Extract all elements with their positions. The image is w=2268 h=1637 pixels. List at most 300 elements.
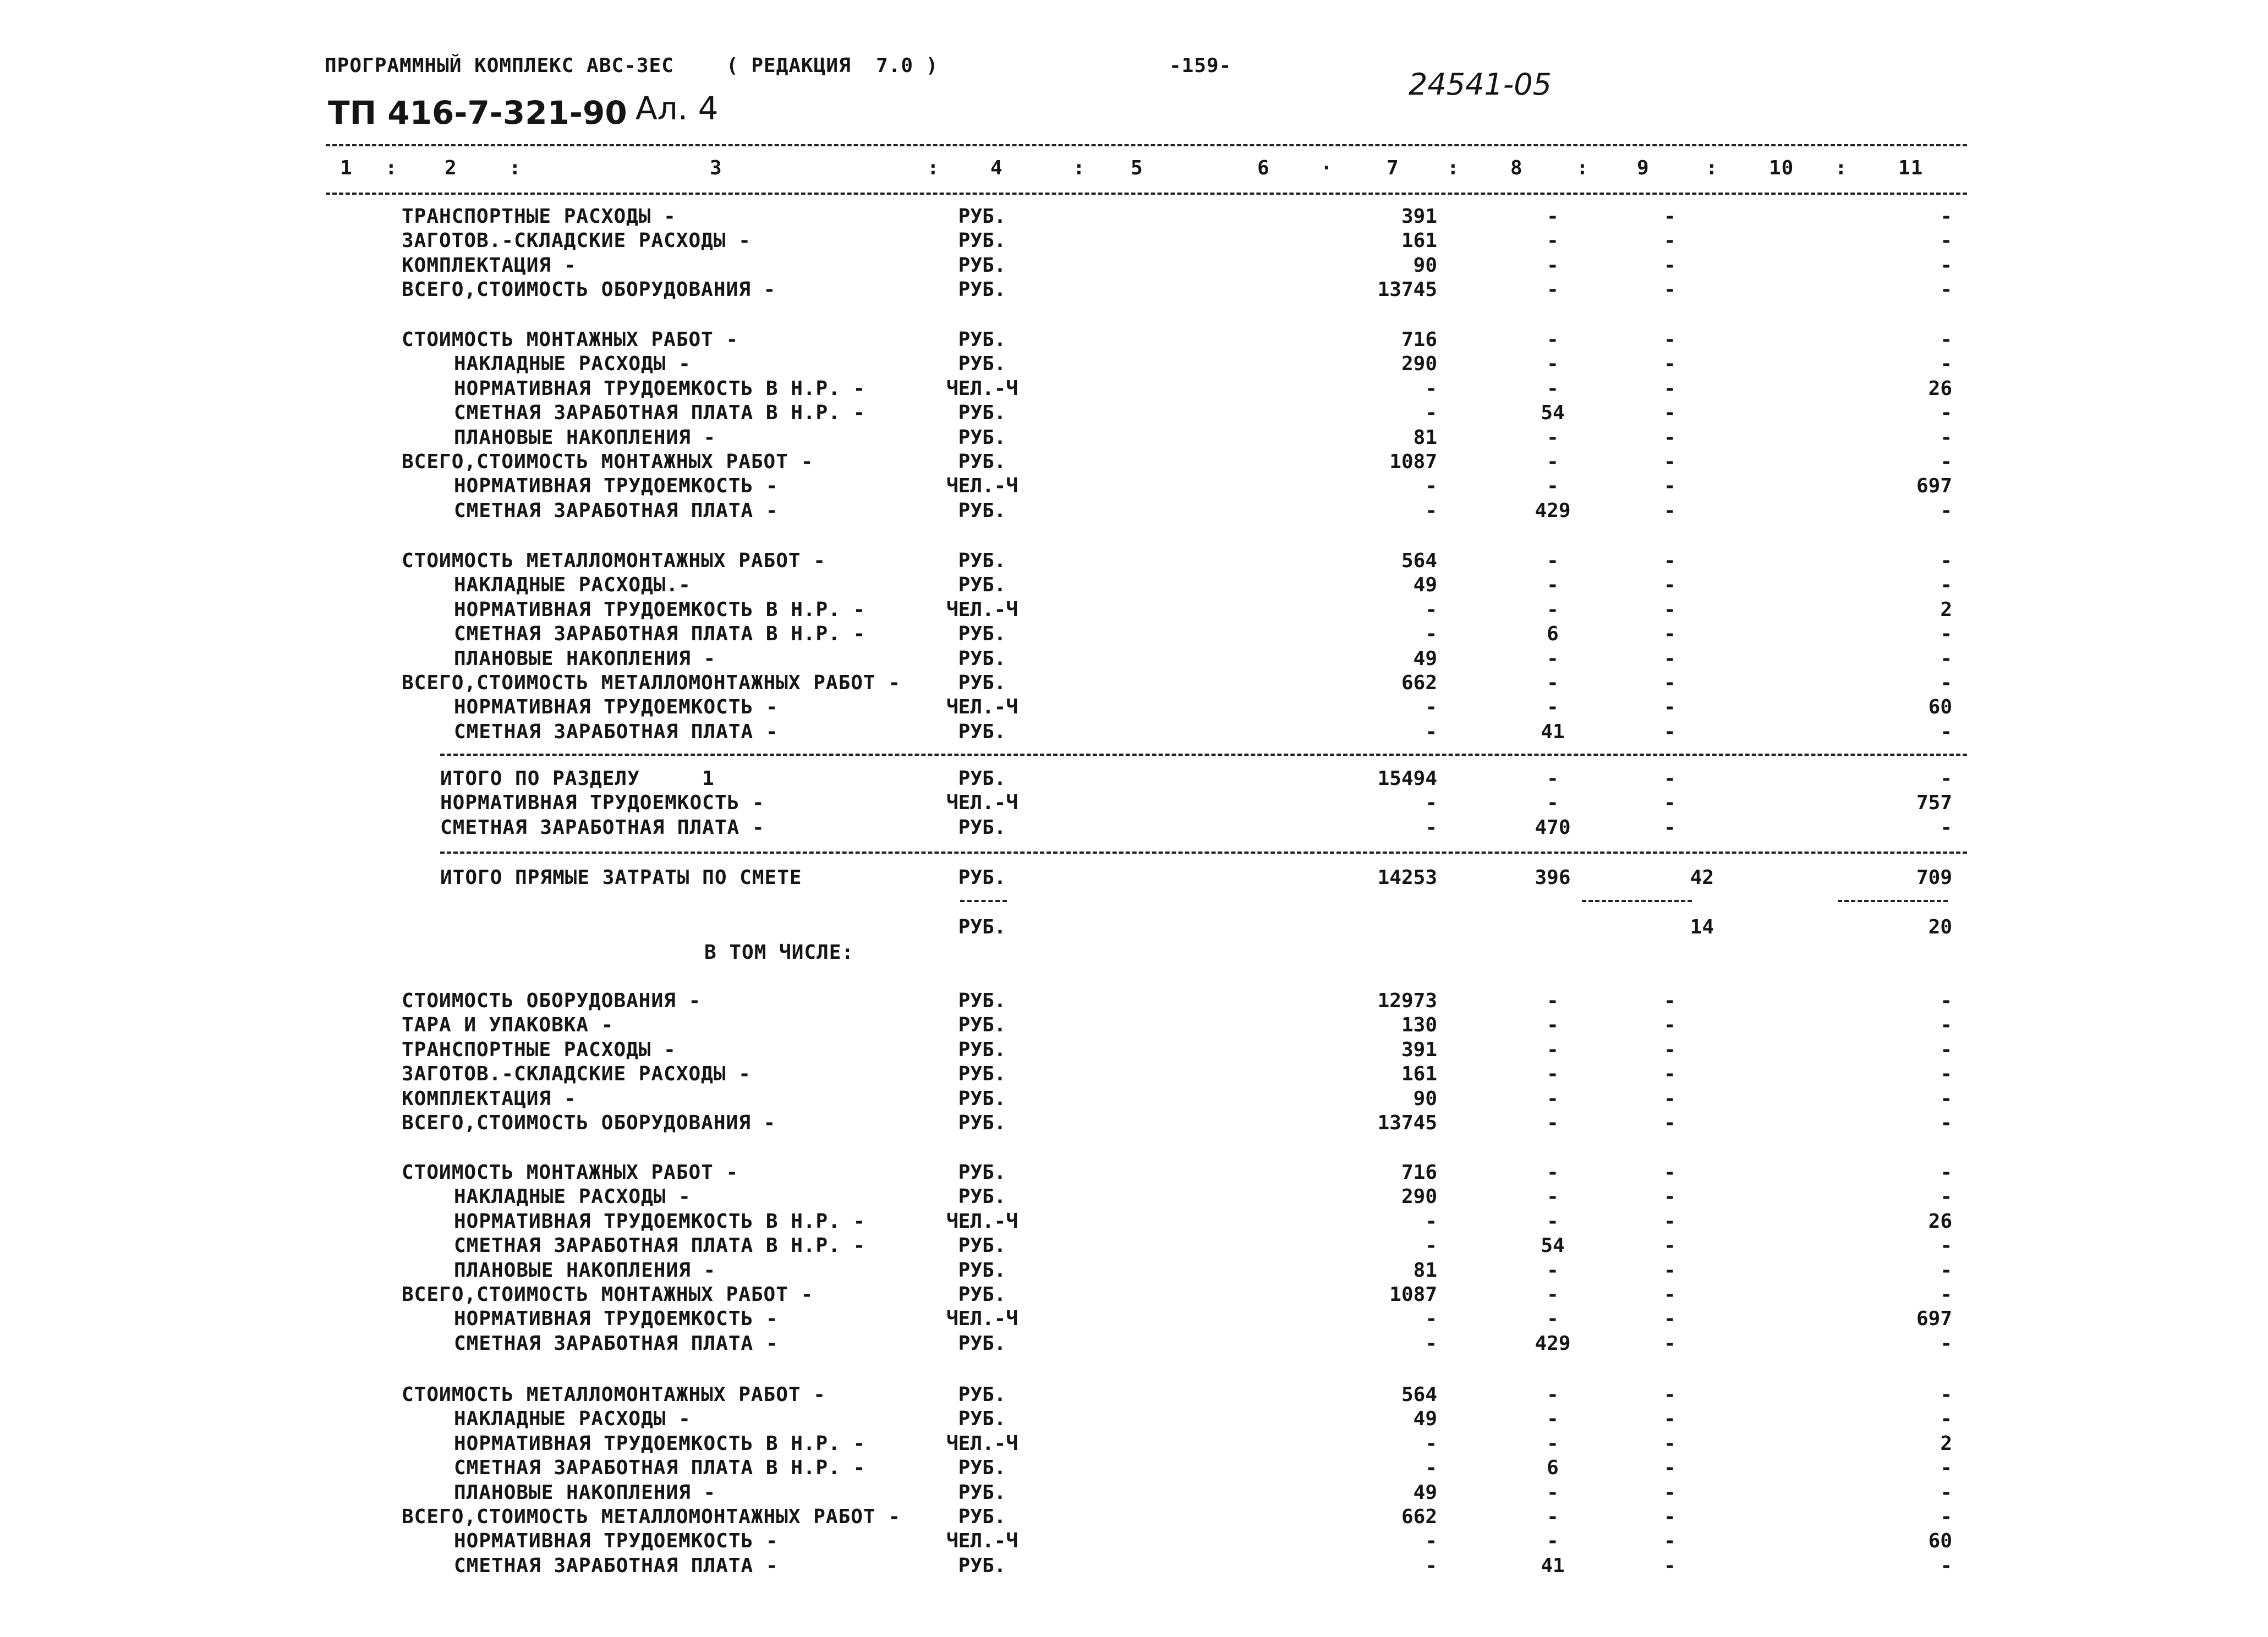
row-unit: РУБ. <box>958 402 1006 425</box>
row-unit: РУБ. <box>958 767 1006 790</box>
project-code: ТП 416-7-321-90 <box>328 94 627 131</box>
row-label: НОРМАТИВНАЯ ТРУДОЕМКОСТЬ - <box>454 696 779 719</box>
row-unit: ЧЕЛ.-Ч <box>946 1210 1018 1233</box>
row-label: ВСЕГО,СТОИМОСТЬ ОБОРУДОВАНИЯ - <box>402 278 776 301</box>
col8-value: 41 <box>1541 1554 1565 1577</box>
col11-value: - <box>1940 451 1952 473</box>
col8-value: - <box>1547 696 1559 719</box>
row-unit: РУБ. <box>958 328 1006 351</box>
col9-value: - <box>1664 475 1676 498</box>
col9-value: - <box>1664 499 1676 522</box>
row-unit: РУБ. <box>958 229 1006 252</box>
row-label: НОРМАТИВНАЯ ТРУДОЕМКОСТЬ В Н.Р. - <box>454 598 866 621</box>
row-label: ТРАНСПОРТНЫЕ РАСХОДЫ - <box>402 1038 676 1061</box>
col11-value: - <box>1940 574 1952 597</box>
col7-value: - <box>1425 792 1437 815</box>
col9-value: - <box>1664 574 1676 597</box>
col11-value: - <box>1940 1457 1952 1480</box>
col11-value: - <box>1940 1283 1952 1306</box>
row-unit: РУБ. <box>958 1112 1006 1134</box>
col9-value: - <box>1664 1112 1676 1134</box>
col11-value: 60 <box>1928 696 1952 719</box>
col9-value: - <box>1664 1087 1676 1110</box>
col8-value: - <box>1547 1185 1559 1208</box>
underline <box>1838 900 1948 902</box>
col9-value: - <box>1664 1332 1676 1355</box>
row-unit: РУБ. <box>958 205 1006 228</box>
col11-value: - <box>1940 672 1952 694</box>
row-label: НАКЛАДНЫЕ РАСХОДЫ - <box>454 1185 691 1208</box>
col8-value: 429 <box>1535 1332 1571 1355</box>
col9-value: - <box>1664 254 1676 277</box>
row-unit: РУБ. <box>958 451 1006 473</box>
col11-value: 697 <box>1916 475 1952 498</box>
including-label: В ТОМ ЧИСЛЕ: <box>704 941 854 964</box>
col9-value: - <box>1664 328 1676 351</box>
col11-value: - <box>1940 1112 1952 1134</box>
col11-value: - <box>1940 328 1952 351</box>
row-label: ВСЕГО,СТОИМОСТЬ МЕТАЛЛОМОНТАЖНЫХ РАБОТ - <box>402 1506 901 1528</box>
col7-value: - <box>1425 1308 1437 1331</box>
column-separator: : <box>1835 157 1848 179</box>
col8-value: - <box>1547 990 1559 1012</box>
col7-value: 564 <box>1401 1383 1437 1406</box>
column-separator: : <box>385 157 398 179</box>
col9-value: - <box>1664 792 1676 815</box>
col7-value: 662 <box>1401 672 1437 694</box>
row-unit: РУБ. <box>958 1506 1006 1528</box>
row-label: НОРМАТИВНАЯ ТРУДОЕМКОСТЬ - <box>454 1530 779 1553</box>
row-unit: ЧЕЛ.-Ч <box>946 1432 1018 1455</box>
col9-value: - <box>1664 1234 1676 1257</box>
sheet-number: Ал. 4 <box>636 90 719 127</box>
col7-value: 13745 <box>1377 1112 1437 1134</box>
col7-value: 90 <box>1413 254 1437 277</box>
row-unit: РУБ. <box>958 550 1006 572</box>
col8-value: 6 <box>1547 1457 1559 1480</box>
row-unit: РУБ. <box>958 1087 1006 1110</box>
col9-value: - <box>1664 672 1676 694</box>
row-label: НОРМАТИВНАЯ ТРУДОЕМКОСТЬ В Н.Р. - <box>454 377 866 400</box>
col8-value: - <box>1547 792 1559 815</box>
row-label: ВСЕГО,СТОИМОСТЬ МОНТАЖНЫХ РАБОТ - <box>402 1283 814 1306</box>
col8-value: - <box>1547 205 1559 228</box>
col11-value: - <box>1940 816 1952 839</box>
col9-value: - <box>1664 720 1676 743</box>
row-unit: РУБ. <box>958 1234 1006 1257</box>
row-unit: РУБ. <box>958 1283 1006 1306</box>
col8-value: - <box>1547 598 1559 621</box>
program-name: ПРОГРАММНЫЙ КОМПЛЕКС АВС-3ЕС <box>325 54 674 77</box>
row-label: ВСЕГО,СТОИМОСТЬ МОНТАЖНЫХ РАБОТ - <box>402 451 814 473</box>
row-unit: РУБ. <box>958 672 1006 694</box>
col7-value: 90 <box>1413 1087 1437 1110</box>
column-separator: : <box>509 157 522 179</box>
col7-value: 564 <box>1401 550 1437 572</box>
row-unit: РУБ. <box>958 720 1006 743</box>
row-label: НОРМАТИВНАЯ ТРУДОЕМКОСТЬ - <box>454 475 779 498</box>
row-unit: РУБ. <box>958 1185 1006 1208</box>
col7-value: 391 <box>1401 1038 1437 1061</box>
col7-value: - <box>1425 1554 1437 1577</box>
row-unit: РУБ. <box>958 1481 1006 1504</box>
col7-value: - <box>1425 1457 1437 1480</box>
row-unit: РУБ. <box>958 866 1006 889</box>
col7-value: - <box>1425 598 1437 621</box>
col11-value: - <box>1940 205 1952 228</box>
row-label: СТОИМОСТЬ МОНТАЖНЫХ РАБОТ - <box>402 328 739 351</box>
col8-value: - <box>1547 1408 1559 1431</box>
row-unit: РУБ. <box>958 499 1006 522</box>
col8-value: - <box>1547 1112 1559 1134</box>
row-label: НОРМАТИВНАЯ ТРУДОЕМКОСТЬ - <box>440 792 765 815</box>
header-top-rule <box>326 144 1967 146</box>
col11-value: - <box>1940 1063 1952 1086</box>
row-label: НОРМАТИВНАЯ ТРУДОЕМКОСТЬ - <box>454 1308 779 1331</box>
col9-value: - <box>1664 1308 1676 1331</box>
col7-value: - <box>1425 696 1437 719</box>
row-label: СМЕТНАЯ ЗАРАБОТНАЯ ПЛАТА - <box>454 1332 779 1355</box>
col7-value: 81 <box>1413 426 1437 449</box>
col9-value: - <box>1664 451 1676 473</box>
col8-value: - <box>1547 254 1559 277</box>
col9-value: - <box>1664 377 1676 400</box>
col7-value: - <box>1425 1332 1437 1355</box>
col11-value: - <box>1940 1408 1952 1431</box>
col7-value: - <box>1425 720 1437 743</box>
col9-value: - <box>1664 1481 1676 1504</box>
col8-value: - <box>1547 229 1559 252</box>
col9-value: - <box>1664 278 1676 301</box>
row-label: ЗАГОТОВ.-СКЛАДСКИЕ РАСХОДЫ - <box>402 1063 751 1086</box>
col8-value: 470 <box>1535 816 1571 839</box>
row-unit: РУБ. <box>958 1259 1006 1282</box>
row-label: СТОИМОСТЬ МЕТАЛЛОМОНТАЖНЫХ РАБОТ - <box>402 1383 826 1406</box>
col11-value: - <box>1940 720 1952 743</box>
col9-value: - <box>1664 816 1676 839</box>
row-label: СТОИМОСТЬ МЕТАЛЛОМОНТАЖНЫХ РАБОТ - <box>402 550 826 572</box>
col7-value: 13745 <box>1377 278 1437 301</box>
col9-value: - <box>1664 205 1676 228</box>
col7-value: 130 <box>1401 1014 1437 1037</box>
col11-value: - <box>1940 1185 1952 1208</box>
col8-value: - <box>1547 1481 1559 1504</box>
col7-value: - <box>1425 475 1437 498</box>
row-label: КОМПЛЕКТАЦИЯ - <box>402 1087 577 1110</box>
row-unit: РУБ. <box>958 647 1006 670</box>
col11-value: 60 <box>1928 1530 1952 1553</box>
col8-value: - <box>1547 1014 1559 1037</box>
col11-value: - <box>1940 402 1952 425</box>
row-label: СМЕТНАЯ ЗАРАБОТНАЯ ПЛАТА - <box>454 499 779 522</box>
col9-value: - <box>1664 1259 1676 1282</box>
col8-value: - <box>1547 1259 1559 1282</box>
col8-value: - <box>1547 1383 1559 1406</box>
col7-value: 14253 <box>1377 866 1437 889</box>
col8-value: - <box>1547 1161 1559 1184</box>
col7-value: - <box>1425 1234 1437 1257</box>
col8-value: - <box>1547 475 1559 498</box>
col7-value: 12973 <box>1377 990 1437 1012</box>
row-label: ИТОГО ПО РАЗДЕЛУ 1 <box>440 767 715 790</box>
col11-value: - <box>1940 1038 1952 1061</box>
column-number: 8 <box>1510 157 1523 179</box>
col11-value: 26 <box>1928 1210 1952 1233</box>
col9-value: - <box>1664 1554 1676 1577</box>
col7-value: 49 <box>1413 1408 1437 1431</box>
col8-value: 396 <box>1535 866 1571 889</box>
row-label: ТРАНСПОРТНЫЕ РАСХОДЫ - <box>402 205 676 228</box>
column-separator: : <box>1447 157 1460 179</box>
col11-value: 697 <box>1916 1308 1952 1331</box>
col8-value: - <box>1547 1432 1559 1455</box>
row-unit: РУБ. <box>958 1063 1006 1086</box>
col11-value: - <box>1940 990 1952 1012</box>
column-separator: : <box>1073 157 1086 179</box>
column-separator: : <box>927 157 940 179</box>
col8-value: 429 <box>1535 499 1571 522</box>
row-label: СМЕТНАЯ ЗАРАБОТНАЯ ПЛАТА - <box>440 816 765 839</box>
col7-value: 290 <box>1401 1185 1437 1208</box>
col11-value: - <box>1940 1383 1952 1406</box>
row-label: СТОИМОСТЬ МОНТАЖНЫХ РАБОТ - <box>402 1161 739 1184</box>
column-number: 1 <box>340 157 353 179</box>
row-label: КОМПЛЕКТАЦИЯ - <box>402 254 577 277</box>
col9-value: - <box>1664 1185 1676 1208</box>
col9-value: - <box>1664 1038 1676 1061</box>
col11-value: - <box>1940 426 1952 449</box>
col7-value: 161 <box>1401 229 1437 252</box>
row-label: ВСЕГО,СТОИМОСТЬ ОБОРУДОВАНИЯ - <box>402 1112 776 1134</box>
row-unit: РУБ. <box>958 623 1006 646</box>
col11-value: - <box>1940 1554 1952 1577</box>
col11-value: - <box>1940 1234 1952 1257</box>
col8-value: - <box>1547 574 1559 597</box>
column-number: 7 <box>1387 157 1399 179</box>
col7-value: 1087 <box>1389 451 1437 473</box>
col8-value: - <box>1547 377 1559 400</box>
row-unit: РУБ. <box>958 816 1006 839</box>
row-label: НОРМАТИВНАЯ ТРУДОЕМКОСТЬ В Н.Р. - <box>454 1210 866 1233</box>
column-number: 9 <box>1637 157 1650 179</box>
col9-value: 42 <box>1690 866 1714 889</box>
col8-value: - <box>1547 1063 1559 1086</box>
col9-value: - <box>1664 696 1676 719</box>
col9-value: - <box>1664 353 1676 376</box>
column-number: 2 <box>445 157 457 179</box>
edition-label: ( РЕДАКЦИЯ 7.0 ) <box>726 54 939 77</box>
row-label: ЗАГОТОВ.-СКЛАДСКИЕ РАСХОДЫ - <box>402 229 751 252</box>
row-label: ПЛАНОВЫЕ НАКОПЛЕНИЯ - <box>454 1259 716 1282</box>
col11-value: 2 <box>1940 1432 1952 1455</box>
row-label: ПЛАНОВЫЕ НАКОПЛЕНИЯ - <box>454 426 716 449</box>
row-label: СМЕТНАЯ ЗАРАБОТНАЯ ПЛАТА В Н.Р. - <box>454 1234 866 1257</box>
col11-value: - <box>1940 1506 1952 1528</box>
col8-value: - <box>1547 426 1559 449</box>
col11-value: - <box>1940 278 1952 301</box>
col11-value: - <box>1940 1481 1952 1504</box>
col7-value: 49 <box>1413 647 1437 670</box>
col8-value: - <box>1547 1087 1559 1110</box>
underline <box>960 900 1007 902</box>
col11-value: - <box>1940 767 1952 790</box>
col9-value: - <box>1664 647 1676 670</box>
col9-value: - <box>1664 550 1676 572</box>
row-unit: РУБ. <box>958 916 1006 938</box>
section-rule <box>440 852 1967 854</box>
row-label: СТОИМОСТЬ ОБОРУДОВАНИЯ - <box>402 990 702 1012</box>
col7-value: - <box>1425 816 1437 839</box>
column-number: 10 <box>1769 157 1794 179</box>
row-label: ВСЕГО,СТОИМОСТЬ МЕТАЛЛОМОНТАЖНЫХ РАБОТ - <box>402 672 901 694</box>
col8-value: - <box>1547 1530 1559 1553</box>
row-unit: РУБ. <box>958 278 1006 301</box>
row-label: СМЕТНАЯ ЗАРАБОТНАЯ ПЛАТА В Н.Р. - <box>454 1457 866 1480</box>
col8-value: - <box>1547 1506 1559 1528</box>
col8-value: - <box>1547 451 1559 473</box>
row-unit: ЧЕЛ.-Ч <box>946 377 1018 400</box>
row-label: ПЛАНОВЫЕ НАКОПЛЕНИЯ - <box>454 1481 716 1504</box>
col7-value: 49 <box>1413 1481 1437 1504</box>
direct-costs-label: ИТОГО ПРЯМЫЕ ЗАТРАТЫ ПО СМЕТЕ <box>440 866 802 889</box>
row-unit: ЧЕЛ.-Ч <box>946 475 1018 498</box>
row-unit: ЧЕЛ.-Ч <box>946 792 1018 815</box>
col9-value: - <box>1664 598 1676 621</box>
column-number: 11 <box>1898 157 1924 179</box>
row-unit: РУБ. <box>958 1408 1006 1431</box>
col8-value: - <box>1547 1210 1559 1233</box>
col9-value: - <box>1664 1432 1676 1455</box>
page-number: -159- <box>1169 54 1232 77</box>
header-bottom-rule <box>326 193 1967 195</box>
col7-value: 716 <box>1401 1161 1437 1184</box>
col8-value: - <box>1547 353 1559 376</box>
row-label: ПЛАНОВЫЕ НАКОПЛЕНИЯ - <box>454 647 716 670</box>
col11-value: - <box>1940 647 1952 670</box>
col8-value: - <box>1547 767 1559 790</box>
row-label: НАКЛАДНЫЕ РАСХОДЫ.- <box>454 574 691 597</box>
col9-value: - <box>1664 1506 1676 1528</box>
row-unit: РУБ. <box>958 1332 1006 1355</box>
col11-value: - <box>1940 1332 1952 1355</box>
row-unit: РУБ. <box>958 426 1006 449</box>
column-separator: : <box>1576 157 1589 179</box>
column-number: 5 <box>1131 157 1143 179</box>
col9-value: - <box>1664 1063 1676 1086</box>
col11-value: - <box>1940 499 1952 522</box>
col9-value: - <box>1664 1457 1676 1480</box>
col9-value: - <box>1664 1283 1676 1306</box>
col7-value: - <box>1425 1210 1437 1233</box>
row-label: НАКЛАДНЫЕ РАСХОДЫ - <box>454 353 691 376</box>
row-unit: РУБ. <box>958 1554 1006 1577</box>
col9-value: - <box>1664 623 1676 646</box>
col7-value: 716 <box>1401 328 1437 351</box>
col11-value: - <box>1940 1259 1952 1282</box>
col7-value: 662 <box>1401 1506 1437 1528</box>
col11-value: 20 <box>1928 916 1952 938</box>
col11-value: 2 <box>1940 598 1952 621</box>
col7-value: 391 <box>1401 205 1437 228</box>
col11-value: - <box>1940 623 1952 646</box>
col9-value: - <box>1664 402 1676 425</box>
row-label: СМЕТНАЯ ЗАРАБОТНАЯ ПЛАТА В Н.Р. - <box>454 402 866 425</box>
row-unit: РУБ. <box>958 254 1006 277</box>
row-unit: РУБ. <box>958 1161 1006 1184</box>
column-separator: · <box>1321 157 1333 179</box>
row-unit: РУБ. <box>958 574 1006 597</box>
col9-value: - <box>1664 1408 1676 1431</box>
col7-value: - <box>1425 1432 1437 1455</box>
underline <box>1582 900 1692 902</box>
col8-value: - <box>1547 278 1559 301</box>
col11-value: - <box>1940 353 1952 376</box>
col8-value: - <box>1547 1283 1559 1306</box>
row-unit: ЧЕЛ.-Ч <box>946 1530 1018 1553</box>
col11-value: - <box>1940 229 1952 252</box>
col8-value: - <box>1547 1308 1559 1331</box>
col8-value: 6 <box>1547 623 1559 646</box>
row-unit: ЧЕЛ.-Ч <box>946 696 1018 719</box>
row-label: НОРМАТИВНАЯ ТРУДОЕМКОСТЬ В Н.Р. - <box>454 1432 866 1455</box>
col8-value: - <box>1547 672 1559 694</box>
row-unit: РУБ. <box>958 1457 1006 1480</box>
row-label: СМЕТНАЯ ЗАРАБОТНАЯ ПЛАТА - <box>454 1554 779 1577</box>
col7-value: - <box>1425 402 1437 425</box>
col7-value: 15494 <box>1377 767 1437 790</box>
col7-value: - <box>1425 377 1437 400</box>
col11-value: 26 <box>1928 377 1952 400</box>
col9-value: 14 <box>1690 916 1714 938</box>
col8-value: 41 <box>1541 720 1565 743</box>
col8-value: 54 <box>1541 402 1565 425</box>
col8-value: - <box>1547 328 1559 351</box>
doc-number: 24541-05 <box>1409 67 1552 102</box>
row-unit: РУБ. <box>958 1014 1006 1037</box>
col9-value: - <box>1664 1530 1676 1553</box>
column-number: 4 <box>990 157 1003 179</box>
row-unit: РУБ. <box>958 1038 1006 1061</box>
col7-value: 49 <box>1413 574 1437 597</box>
col7-value: - <box>1425 1530 1437 1553</box>
col9-value: - <box>1664 1383 1676 1406</box>
col7-value: 290 <box>1401 353 1437 376</box>
col8-value: 54 <box>1541 1234 1565 1257</box>
col8-value: - <box>1547 550 1559 572</box>
col11-value: - <box>1940 1014 1952 1037</box>
row-unit: РУБ. <box>958 1383 1006 1406</box>
col9-value: - <box>1664 1161 1676 1184</box>
col11-value: - <box>1940 254 1952 277</box>
col9-value: - <box>1664 767 1676 790</box>
row-unit: РУБ. <box>958 353 1006 376</box>
col7-value: - <box>1425 499 1437 522</box>
col9-value: - <box>1664 1014 1676 1037</box>
col7-value: 81 <box>1413 1259 1437 1282</box>
col9-value: - <box>1664 426 1676 449</box>
row-label: НАКЛАДНЫЕ РАСХОДЫ - <box>454 1408 691 1431</box>
column-number: 6 <box>1257 157 1270 179</box>
col11-value: - <box>1940 550 1952 572</box>
col11-value: 709 <box>1916 866 1952 889</box>
col11-value: - <box>1940 1161 1952 1184</box>
row-label: СМЕТНАЯ ЗАРАБОТНАЯ ПЛАТА В Н.Р. - <box>454 623 866 646</box>
row-unit: ЧЕЛ.-Ч <box>946 1308 1018 1331</box>
col7-value: 161 <box>1401 1063 1437 1086</box>
col11-value: - <box>1940 1087 1952 1110</box>
row-label: ТАРА И УПАКОВКА - <box>402 1014 614 1037</box>
row-label: СМЕТНАЯ ЗАРАБОТНАЯ ПЛАТА - <box>454 720 779 743</box>
